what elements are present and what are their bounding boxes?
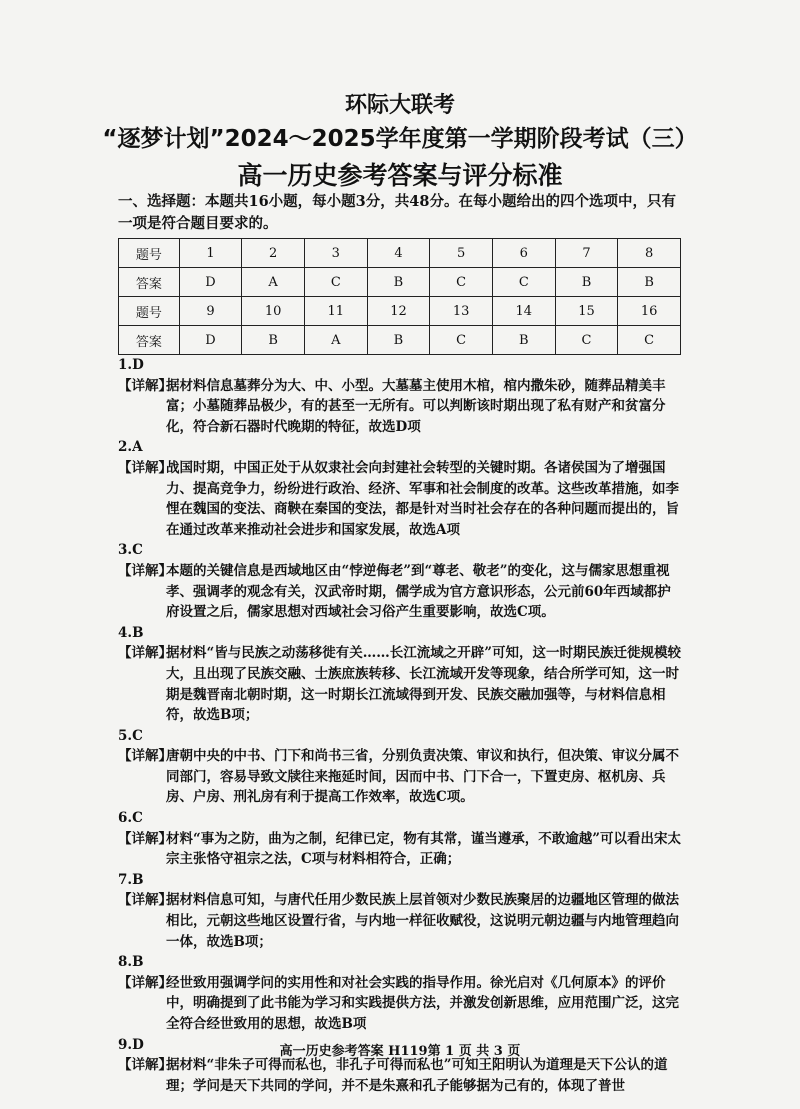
table-cell: C bbox=[304, 268, 367, 297]
detail-row bbox=[118, 829, 683, 870]
detail-label: 【详解】 bbox=[118, 1057, 172, 1074]
detail-row bbox=[118, 561, 683, 623]
question-number: 3.C bbox=[118, 542, 143, 559]
table-cell: 16 bbox=[618, 297, 681, 326]
table-cell: C bbox=[555, 326, 618, 355]
detail-text: 据材料信息可知，与唐代任用少数民族上层首领对少数民族聚居的边疆地区管理的做法相比，元朝这些地区设置行省，与内地一样征收赋役，这说明元朝边疆与内地管理趋向一体，故选B项； bbox=[166, 892, 679, 950]
detail-text: 唐朝中央的中书、门下和尚书三省，分别负责决策、审议和执行，但决策、审议分属不同部门，容易导致文牍往来拖延时间，因而中书、门下合一，下置吏房、枢机房、兵房、户房、刑礼房有利于提高工作效率，故选C项。 bbox=[166, 748, 679, 806]
table-cell: 9 bbox=[179, 297, 242, 326]
page-footer: 高一历史参考答案 H119第 1 页 共 3 页 bbox=[279, 1044, 521, 1059]
table-cell: C bbox=[430, 268, 493, 297]
table-cell: 5 bbox=[430, 239, 493, 268]
question-number: 8.B bbox=[118, 954, 144, 971]
detail-label: 【详解】 bbox=[118, 892, 172, 909]
table-cell: B bbox=[242, 326, 305, 355]
table-cell: 7 bbox=[555, 239, 618, 268]
explanations bbox=[118, 355, 683, 1096]
table-row-answers-2 bbox=[119, 326, 681, 355]
table-cell: C bbox=[618, 326, 681, 355]
question-block bbox=[118, 952, 683, 1034]
question-block bbox=[118, 437, 683, 540]
table-row-numbers-2 bbox=[119, 297, 681, 326]
exam-alliance-title: 环际大联考 bbox=[344, 93, 455, 118]
table-cell: 13 bbox=[430, 297, 493, 326]
detail-row bbox=[118, 890, 683, 952]
table-cell: 4 bbox=[367, 239, 430, 268]
question-number: 7.B bbox=[118, 871, 144, 888]
table-cell: D bbox=[179, 326, 242, 355]
detail-text: 材料“事为之防，曲为之制，纪律已定，物有其常，谨当遵承，不敢逾越”可以看出宋太宗主张恪守祖宗之法，C项与材料相符合，正确； bbox=[166, 830, 682, 868]
detail-text: 战国时期，中国正处于从奴隶社会向封建社会转型的关键时期。各诸侯国为了增强国力、提高竞争力，纷纷进行政治、经济、军事和社会制度的改革。这些改革措施，如李悝在魏国的变法、商鞅在秦国的变法，都是针对当时社会存在的各种问题而提出的，旨在通过改革来推动社会进步和国家发展，故选A项 bbox=[166, 459, 679, 538]
table-cell: 12 bbox=[367, 297, 430, 326]
detail-row bbox=[118, 458, 683, 540]
table-label-number: 题号 bbox=[119, 239, 180, 268]
detail-text: 本题的关键信息是西域地区由“悖逆侮老”到“尊老、敬老”的变化，这与儒家思想重视孝、强调孝的观念有关，汉武帝时期，儒学成为官方意识形态，公元前60年西域都护府设置之后，儒家思想对西域社会习俗产生重要影响，故选C项。 bbox=[166, 562, 671, 621]
table-cell: 15 bbox=[555, 297, 618, 326]
detail-text: 据材料“非朱子可得而私也，非孔子可得而私也”可知王阳明认为道理是天下公认的道理；学问是天下共同的学问，并不是朱熹和孔子能够据为己有的，体现了普世 bbox=[166, 1057, 668, 1094]
question-number: 1.D bbox=[118, 357, 144, 373]
table-cell: 10 bbox=[242, 297, 305, 326]
table-label-answer: 答案 bbox=[119, 268, 180, 297]
table-cell: 6 bbox=[492, 239, 555, 268]
question-block bbox=[118, 808, 683, 870]
detail-label: 【详解】 bbox=[118, 748, 172, 765]
table-cell: 3 bbox=[304, 239, 367, 268]
table-cell: 8 bbox=[618, 239, 681, 268]
detail-row bbox=[118, 973, 683, 1035]
section-heading: 一、选择题：本题共16小题，每小题3分，共48分。在每小题给出的四个选项中，只有一项是符合题目要求的。 bbox=[118, 193, 676, 232]
question-block bbox=[118, 355, 683, 437]
detail-label: 【详解】 bbox=[118, 562, 172, 579]
detail-row bbox=[118, 376, 683, 438]
table-cell: D bbox=[179, 268, 242, 297]
table-cell: 14 bbox=[492, 297, 555, 326]
detail-label: 【详解】 bbox=[118, 459, 172, 476]
table-cell: B bbox=[492, 326, 555, 355]
exam-name-title: “逐梦计划”2024～2025学年度第一学期阶段考试（三） bbox=[102, 126, 698, 152]
table-cell: C bbox=[430, 326, 493, 355]
table-cell: B bbox=[367, 326, 430, 355]
question-block bbox=[118, 870, 683, 952]
detail-text: 经世致用强调学问的实用性和对社会实践的指导作用。徐光启对《几何原本》的评价中，明确提到了此书能为学习和实践提供方法，并激发创新思维，应用范围广泛，这完全符合经世致用的思想，故选B项 bbox=[166, 974, 679, 1032]
table-label-answer: 答案 bbox=[119, 326, 180, 355]
detail-row bbox=[118, 643, 683, 725]
table-cell: 1 bbox=[179, 239, 242, 268]
question-block bbox=[118, 726, 683, 808]
table-cell: B bbox=[618, 268, 681, 297]
table-cell: 2 bbox=[242, 239, 305, 268]
question-number: 9.D bbox=[118, 1036, 144, 1053]
table-label-number: 题号 bbox=[119, 297, 180, 326]
table-cell: 11 bbox=[304, 297, 367, 326]
question-number: 5.C bbox=[118, 727, 143, 744]
document-title: 高一历史参考答案与评分标准 bbox=[237, 161, 563, 190]
answer-table bbox=[118, 238, 681, 355]
table-row-answers-1 bbox=[119, 268, 681, 297]
table-cell: A bbox=[304, 326, 367, 355]
table-cell: A bbox=[242, 268, 305, 297]
detail-label: 【详解】 bbox=[118, 974, 172, 991]
detail-row bbox=[118, 1055, 683, 1096]
question-block bbox=[118, 540, 683, 622]
detail-text: 据材料信息墓葬分为大、中、小型。大墓墓主使用木棺，棺内撒朱砂，随葬品精美丰富；小墓随葬品极少，有的甚至一无所有。可以判断该时期出现了私有财产和贫富分化，符合新石器时代晚期的特征，故选D项 bbox=[166, 377, 666, 435]
detail-text: 据材料“皆与民族之动荡移徙有关……长江流域之开辟”可知，这一时期民族迁徙规模较大，且出现了民族交融、士族庶族转移、长江流域开发等现象，结合所学可知，这一时期是魏晋南北朝时期，这一时期长江流域得到开发、民族交融加强等，与材料信息相符，故选B项； bbox=[166, 645, 682, 724]
question-number: 2.A bbox=[118, 439, 143, 456]
detail-row bbox=[118, 746, 683, 808]
detail-label: 【详解】 bbox=[118, 377, 172, 394]
question-block bbox=[118, 623, 683, 726]
detail-label: 【详解】 bbox=[118, 645, 172, 662]
detail-label: 【详解】 bbox=[118, 830, 172, 847]
table-cell: B bbox=[367, 268, 430, 297]
table-row-numbers-1 bbox=[119, 239, 681, 268]
question-number: 4.B bbox=[118, 624, 144, 641]
table-cell: C bbox=[492, 268, 555, 297]
question-number: 6.C bbox=[118, 810, 143, 827]
table-cell: B bbox=[555, 268, 618, 297]
